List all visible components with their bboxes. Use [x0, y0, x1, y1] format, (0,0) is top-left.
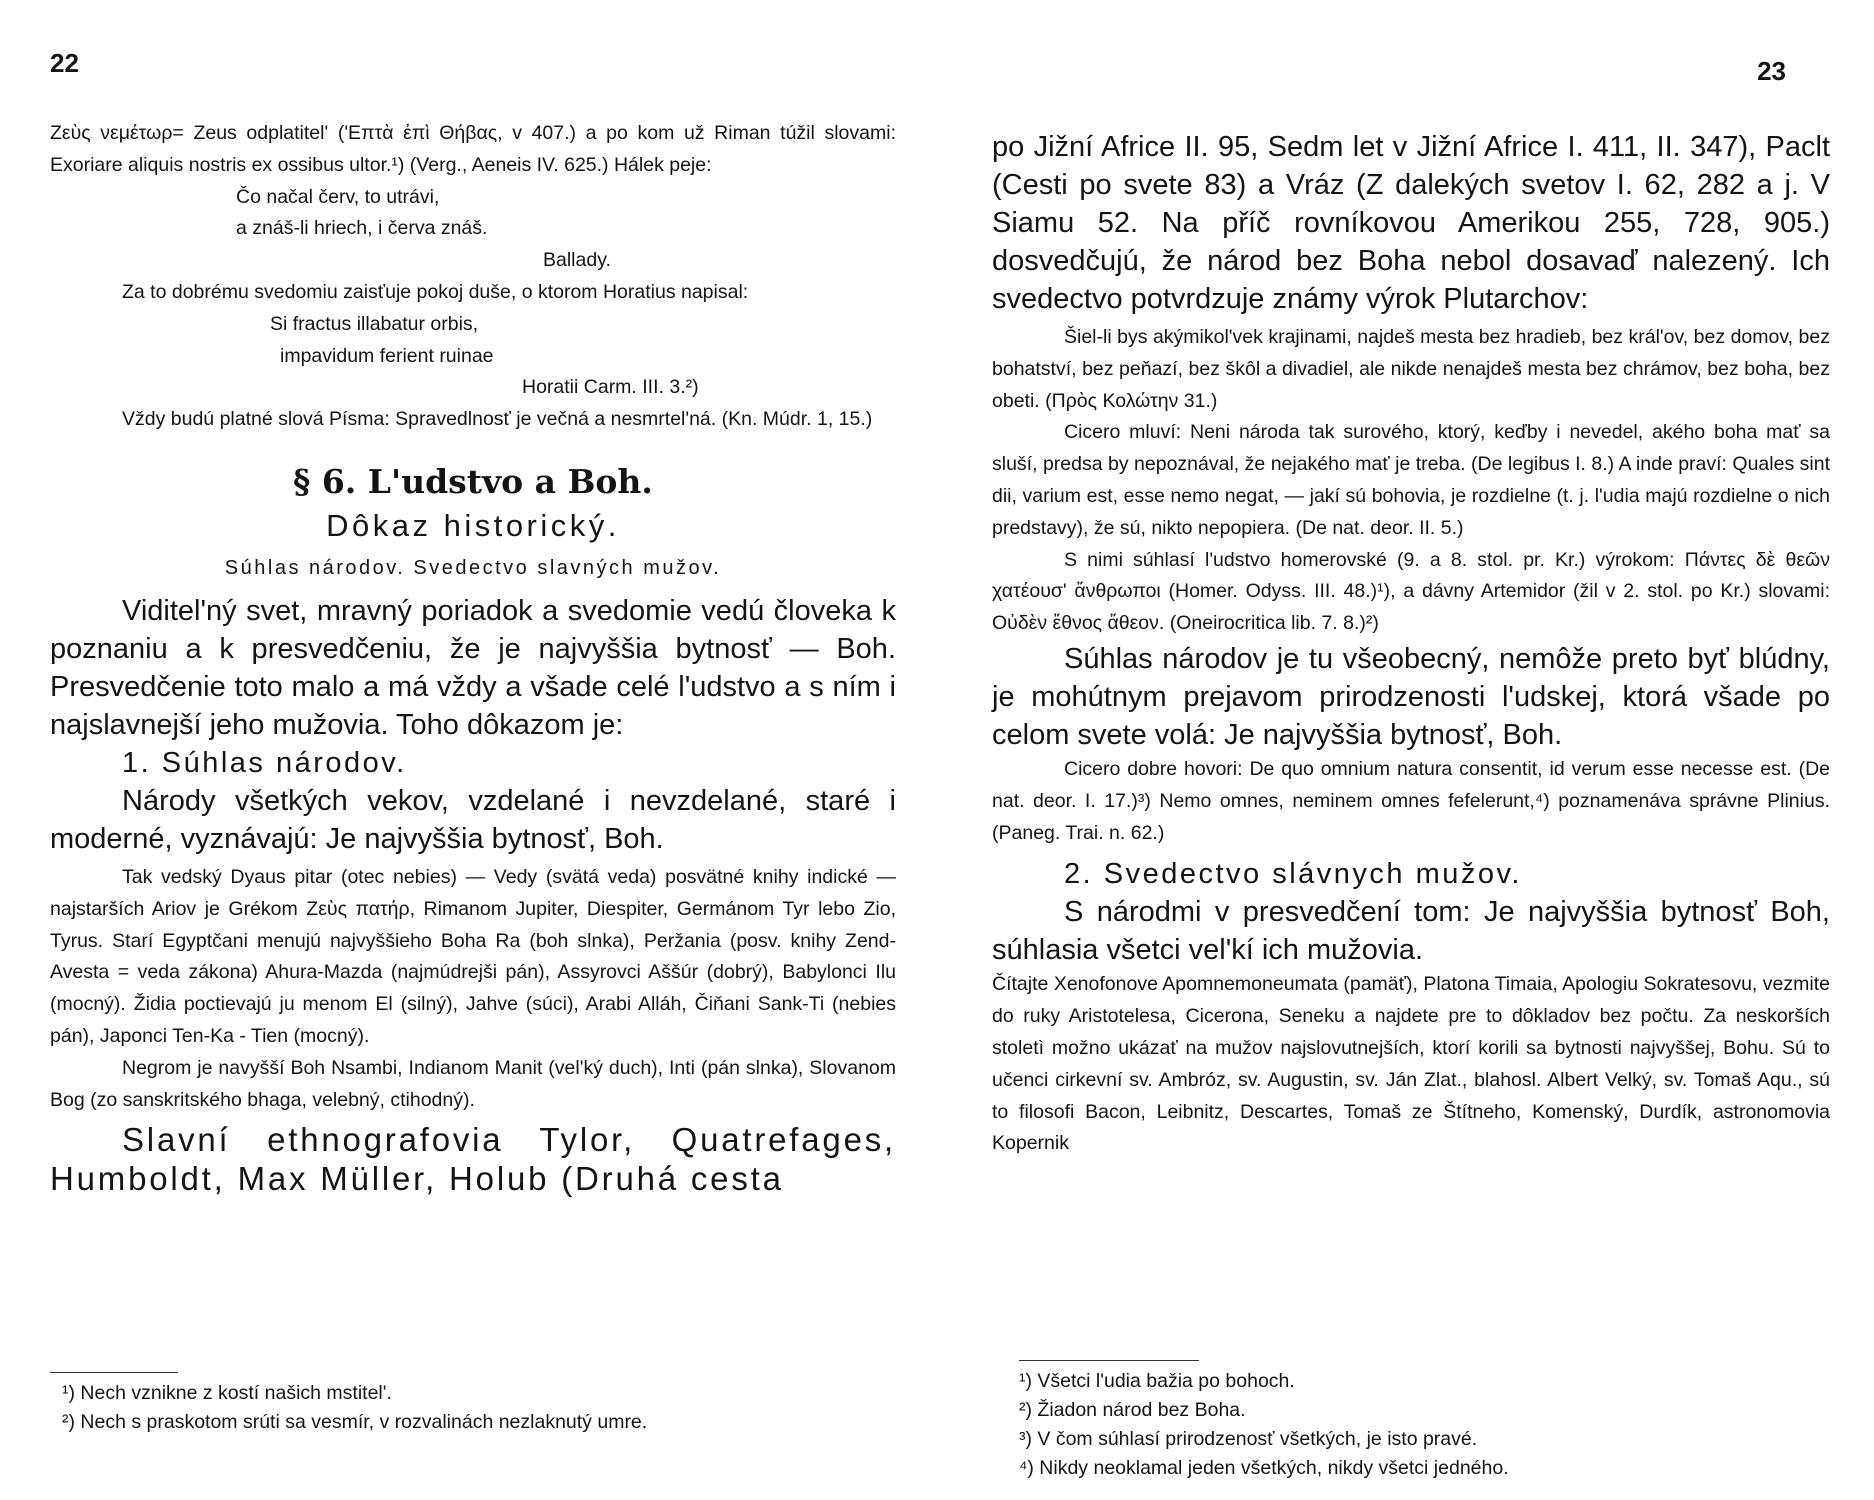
paragraph: Cicero dobre hovori: De quo omnium natura consentit, id verum esse necesse est. (De nat. deor. I. 17.)³) Nemo omnes, neminem omnes fefelerunt,⁴) poznamenáva správne Plinius. (Paneg. Trai. n. 62.)	[992, 757, 1830, 844]
verse-line: Si fractus illabatur orbis,	[270, 312, 479, 335]
paragraph: Vždy budú platné slová Písma: Spravedlnosť je večná a nesmrtel'ná. (Kn. Múdr. 1, 15.)	[122, 408, 873, 431]
main-paragraph: Národy všetkých vekov, vzdelané i nevzdelané, staré i moderné, vyznávajú: Je najvyššia bytnosť, Boh.	[50, 784, 896, 855]
paragraph: Šiel-li bys akýmikol'vek krajinami, najdeš mesta bez hradieb, bez král'ov, bez domov, bez bohatství, bez peňazí, bez škôl a divadiel, ale nikde nenajdeš mesta bez chrámov, bez boha, bez obeti. (Πρὸς Κολώτην 31.)	[992, 326, 1830, 412]
paragraph: Za to dobrému svedomiu zaisťuje pokoj duše, o ktorom Horatius napisal:	[122, 280, 749, 303]
main-paragraph: Viditel'ný svet, mravný poriadok a svedomie vedú človeka k poznaniu a k presvedčeniu, že je najvyššia bytnosť — Boh. Presvedčenie toto malo a má vždy a všade celé l'udstvo a s ním i najslavnejší jeho mužovia. Toho dôkazom je:	[50, 594, 896, 741]
main-paragraph: po Jižní Africe II. 95, Sedm let v Jižní Africe I. 411, II. 347), Paclt (Cesti po svete 83) a Vráz (Z dalekých svetov I. 62, 282 a j. V Siamu 52. Na příč rovníkovou Amerikou 255, 728, 905.) dosvedčujú, že národ bez Boha nebol dosavaď nalezený. Ich svedectvo potvrdzuje známy výrok Plutarchov:	[992, 131, 1830, 315]
footnotes	[1019, 1360, 1819, 1483]
left-page-body	[50, 118, 896, 1198]
section-subtitle: Dôkaz historický.	[326, 507, 620, 543]
subsection-heading: 1. Súhlas národov.	[122, 746, 407, 779]
verse-line: a znáš-li hriech, i červa znáš.	[236, 217, 488, 240]
verse-source: Horatii Carm. III. 3.²)	[522, 376, 699, 399]
main-paragraph: S národmi v presvedčení tom: Je najvyššia bytnosť Boh, súhlasia všetci vel'kí ich mužovia.	[992, 896, 1830, 967]
paragraph: Negrom je navyšší Boh Nsambi, Indianom Manit (vel'ký duch), Inti (pán slnka), Slovanom Bog (zo sanskritského bhaga, velebný, ctihodný).	[50, 1056, 896, 1111]
right-page	[937, 0, 1874, 1500]
footnote: ¹) Všetci l'udia bažia po bohoch.	[1019, 1370, 1295, 1392]
verse-halek	[236, 182, 896, 246]
verse-line: Čo načal červ, to utrávi,	[236, 185, 440, 208]
footnote-rule	[1019, 1360, 1199, 1361]
intro-paragraph: Ζεὺς νεμέτωρ= Zeus odplatitel' ('Επτὰ ἐπὶ Θήβας, v 407.) a po kom už Riman túžil slovami: Exoriare aliquis nostris ex ossibus ultor.¹) (Verg., Aeneis IV. 625.) Hálek peje:	[50, 122, 896, 176]
page-number: 23	[1757, 56, 1786, 86]
paragraph: Čítajte Xenofonove Apomnemoneumata (pamäť), Platona Timaia, Apologiu Sokratesovu, vezmite do ruky Aristotelesa, Cicerona, Seneku a najdete pre to dôkladov bez počtu. Za neskorších stoletì možno ukázať na mužov najslovutnejších, ktorí korili sa bytnosti najvyššej, Bohu. Sú to učenci cirkevní sv. Ambróz, sv. Augustin, sv. Ján Zlat., blahosl. Albert Velký, sv. Tomaš Aqu., sú to filosofi Bacon, Leibnitz, Descartes, Tomaš ze Štítneho, Komenský, Durdík, astronomovia Kopernik	[992, 973, 1830, 1155]
footnotes	[50, 1372, 896, 1437]
main-paragraph: Súhlas národov je tu všeobecný, nemôže preto byť blúdny, je mohútnym prejavom prirodzenosti l'udskej, ktorá všade po celom svete volá: Je najvyššia bytnosť, Boh.	[992, 642, 1830, 751]
verse-source: Ballady.	[543, 249, 611, 272]
subsection-heading: 2. Svedectvo slávnych mužov.	[1064, 858, 1522, 891]
paragraph: S nimi súhlasí l'udstvo homerovské (9. a 8. stol. pr. Kr.) výrokom: Πάντες δὲ θεῶν χατέουσ' ἄνθρωποι (Homer. Odyss. III. 48.)¹), a dávny Artemidor (žil v 2. stol. po Kr.) slovami: Οὐδὲν ἔθνος ἄθεον. (Oneirocritica lib. 7. 8.)²)	[992, 548, 1830, 635]
main-paragraph: Slavní ethnografovia Tylor, Quatrefages, Humboldt, Max Müller, Holub (Druhá cesta	[50, 1121, 896, 1198]
verse-horatius	[270, 309, 896, 373]
right-page-body	[992, 128, 1830, 1160]
footnote: ⁴) Nikdy neoklamal jeden všetkých, nikdy všetci jedného.	[1019, 1457, 1509, 1479]
section-title: § 6. L'udstvo a Boh.	[293, 461, 653, 501]
footnote: ¹) Nech vznikne z kostí našich mstitel'.	[62, 1382, 392, 1404]
section-topics: Súhlas národov. Svedectvo slavných mužov.	[224, 556, 722, 579]
paragraph: Cicero mluví: Neni národa tak surového, ktorý, keďby i nevedel, akého boha mať sa sluší, predsa by nepoznával, že nejakého mať je treba. (De legibus I. 8.) A inde praví: Quales sint dii, varium est, esse nemo negat, — jakí sú bohovia, je rozdielne (t. j. l'udia majú rozdielne o nich predstavy), že sú, nikto nepopiera. (De nat. deor. II. 5.)	[992, 421, 1830, 539]
verse-line: impavidum ferient ruinae	[280, 344, 494, 367]
footnote: ²) Nech s praskotom srúti sa vesmír, v rozvalinách nezlaknutý umre.	[62, 1411, 648, 1433]
page-number: 22	[50, 48, 79, 78]
footnote: ²) Žiadon národ bez Boha.	[1019, 1399, 1246, 1421]
footnote: ³) V čom súhlasí prirodzenosť všetkých, je isto pravé.	[1019, 1428, 1478, 1450]
paragraph: Tak vedský Dyaus pitar (otec nebies) — Vedy (svätá veda) posvätné knihy indické — najstarších Ariov je Grékom Ζεὺς πατήρ, Rimanom Jupiter, Diespiter, Germánom Tyr lebo Zio, Tyrus. Starí Egyptčani menujú najvyššieho Boha Ra (boh slnka), Peržania (posv. knihy Zend-Avesta = veda zákona) Ahura-Mazda (najmúdrejši pán), Assyrovci Aššúr (dobrý), Babylonci Ilu (mocný). Židia poctievajú ju menom El (silný), Jahve (súci), Arabi Alláh, Čiňani Sank-Ti (nebies pán), Japonci Ten-Ka - Tien (mocný).	[50, 865, 896, 1047]
footnote-rule	[50, 1372, 178, 1373]
